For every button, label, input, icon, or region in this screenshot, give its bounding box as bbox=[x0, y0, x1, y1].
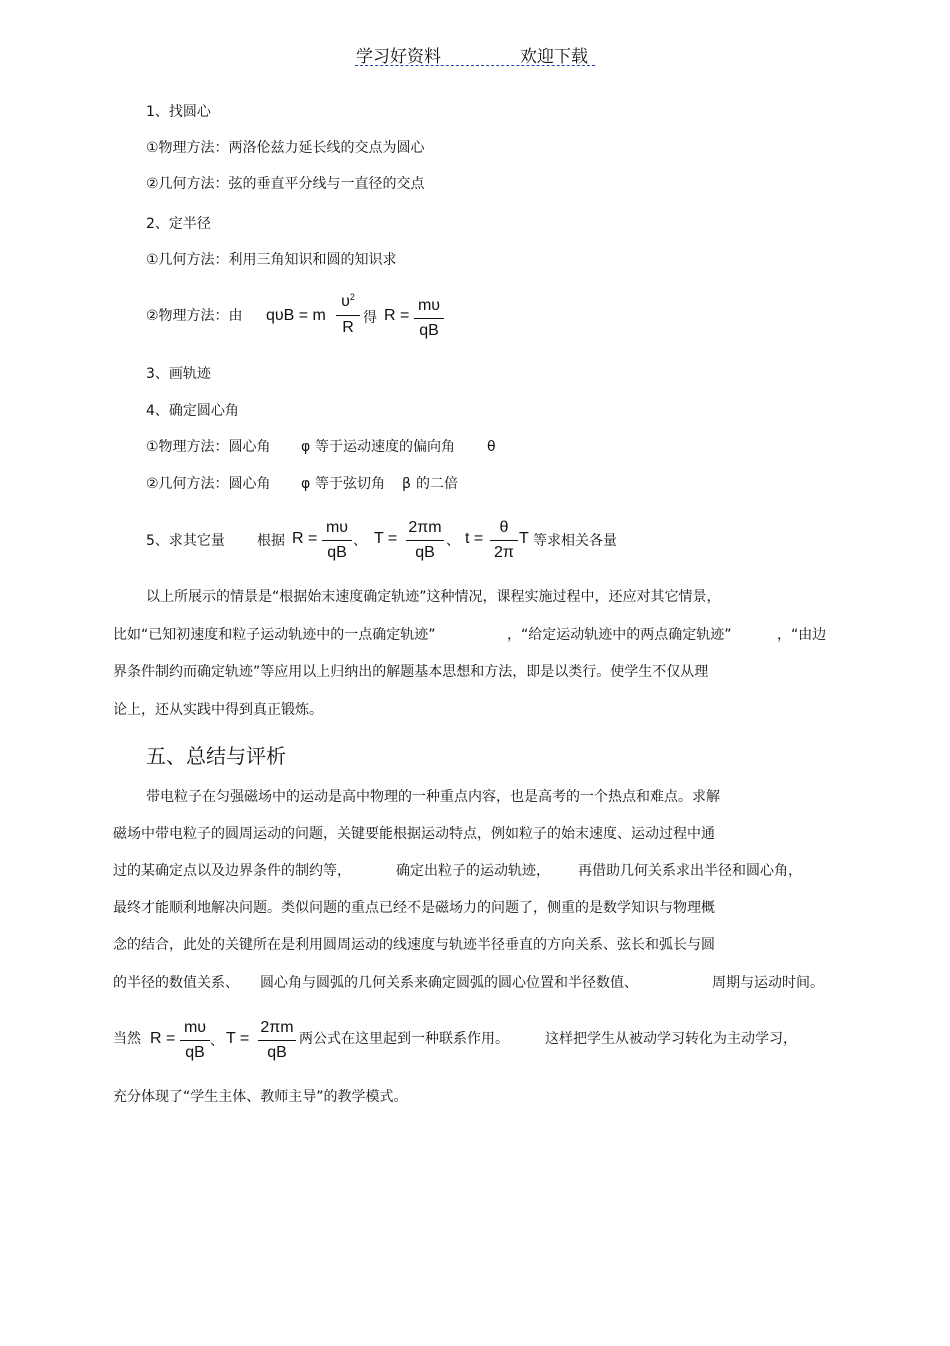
para2-r-den: qB bbox=[185, 1044, 205, 1061]
para2-r-num: mυ bbox=[183, 1019, 207, 1036]
s2-fraction-1 bbox=[336, 292, 360, 338]
para2-r-lhs: R = bbox=[150, 1030, 176, 1047]
s5-r-num: mυ bbox=[325, 519, 349, 536]
s5-sep-2: 、 bbox=[446, 533, 460, 549]
s2-title: 2、定半径 bbox=[146, 216, 211, 232]
s2-f1-sup: 2 bbox=[349, 292, 355, 302]
s4-item-b-2: 等于弦切角 bbox=[315, 476, 385, 492]
s2-fraction-2 bbox=[414, 296, 444, 341]
para2-line-7-start: 当然 bbox=[113, 1031, 141, 1047]
s2-f2-num: mυ bbox=[417, 297, 441, 314]
para2-line-6b: 圆心角与圆弧的几何关系来确定圆弧的圆心位置和半径数值、 bbox=[260, 975, 638, 991]
s2-item-b-prefix: ②物理方法：由 bbox=[146, 308, 243, 324]
para2-sep: 、 bbox=[210, 1033, 224, 1049]
para2-line-3a: 过的某确定点以及边界条件的制约等， bbox=[113, 863, 351, 879]
para2-line-7-end: 这样把学生从被动学习转化为主动学习， bbox=[545, 1031, 797, 1047]
header-divider bbox=[355, 65, 595, 66]
s5-tt-lhs: t = bbox=[465, 530, 484, 547]
s5-tt-den: 2π bbox=[494, 544, 514, 561]
section-5-title: 五、总结与评析 bbox=[146, 744, 286, 768]
s5-t-fraction bbox=[406, 518, 444, 563]
s4-item-a-1: ①物理方法：圆心角 bbox=[146, 439, 271, 455]
header-left: 学习好资料 bbox=[356, 47, 441, 67]
s4-beta: β bbox=[402, 476, 411, 492]
s2-f2-den: qB bbox=[419, 322, 439, 339]
s5-sep-1: 、 bbox=[353, 533, 367, 549]
s5-tt-fraction bbox=[490, 518, 518, 563]
header-right: 欢迎下载 bbox=[520, 47, 588, 67]
s5-tail: 等求相关各量 bbox=[533, 533, 617, 549]
s5-tt-num: θ bbox=[499, 519, 509, 536]
s4-phi-a: φ bbox=[301, 439, 311, 455]
s5-r-lhs: R = bbox=[292, 530, 318, 547]
para1-line-2a: 比如“已知初速度和粒子运动轨迹中的一点确定轨迹” bbox=[113, 627, 436, 643]
s2-f1-den: R bbox=[342, 319, 354, 336]
s5-basis: 根据 bbox=[257, 533, 285, 549]
s4-item-b-1: ②几何方法：圆心角 bbox=[146, 476, 271, 492]
para2-line-6c: 周期与运动时间。 bbox=[712, 975, 824, 991]
s5-t-den: qB bbox=[415, 544, 435, 561]
para2-t-num: 2πm bbox=[260, 1019, 294, 1036]
para2-t-den: qB bbox=[267, 1044, 287, 1061]
s4-item-b-3: 的二倍 bbox=[416, 476, 458, 492]
s5-r-fraction bbox=[322, 518, 352, 563]
s5-t-num: 2πm bbox=[408, 519, 442, 536]
s2-de: 得 bbox=[363, 310, 377, 326]
s2-f1-num: υ bbox=[341, 293, 350, 310]
para2-line-4: 最终才能顺利地解决问题。类似问题的重点已经不是磁场力的问题了，侧重的是数学知识与物理概 bbox=[113, 900, 715, 916]
s4-item-a-2: 等于运动速度的偏向角 bbox=[315, 439, 455, 455]
s5-t-lhs: T = bbox=[374, 530, 398, 547]
s2-eq2-lhs: R = bbox=[384, 307, 410, 324]
para2-line-3b: 确定出粒子的运动轨迹， bbox=[396, 863, 550, 879]
para2-line-6a: 的半径的数值关系、 bbox=[113, 975, 239, 991]
para2-r-fraction bbox=[180, 1018, 210, 1063]
s4-theta: θ bbox=[487, 439, 496, 455]
para2-line-5: 念的结合，此处的关键所在是利用圆周运动的线速度与轨迹半径垂直的方向关系、弦长和弧长与圆 bbox=[113, 937, 715, 953]
s1-item-a: ①物理方法：两洛伦兹力延长线的交点为圆心 bbox=[146, 140, 425, 156]
para2-line-7-mid: 两公式在这里起到一种联系作用。 bbox=[299, 1031, 509, 1047]
para2-t-lhs: T = bbox=[226, 1030, 250, 1047]
para2-line-3c: 再借助几何关系求出半径和圆心角， bbox=[578, 863, 802, 879]
s4-title: 4、确定圆心角 bbox=[146, 403, 239, 419]
s1-title: 1、找圆心 bbox=[146, 104, 211, 120]
para2-line-2: 磁场中带电粒子的圆周运动的问题，关键要能根据运动特点，例如粒子的始末速度、运动过程中通 bbox=[113, 826, 715, 842]
s1-item-b: ②几何方法：弦的垂直平分线与一直径的交点 bbox=[146, 176, 425, 192]
s5-tt-after: T bbox=[519, 530, 529, 547]
para2-t-fraction bbox=[258, 1018, 296, 1063]
s2-item-a: ①几何方法：利用三角知识和圆的知识求 bbox=[146, 252, 397, 268]
para1-line-1: 以上所展示的情景是“根据始末速度确定轨迹”这种情况，课程实施过程中，还应对其它情景， bbox=[146, 589, 721, 605]
s3-title: 3、画轨迹 bbox=[146, 366, 211, 382]
para2-line-8: 充分体现了“学生主体、教师主导”的教学模式。 bbox=[113, 1089, 408, 1105]
para2-line-1: 带电粒子在匀强磁场中的运动是高中物理的一种重点内容，也是高考的一个热点和难点。求解 bbox=[146, 789, 720, 805]
s2-eq-lhs: qυB = m bbox=[266, 307, 326, 324]
para1-line-2b: ，“给定运动轨迹中的两点确定轨迹” bbox=[507, 627, 732, 643]
para1-line-2c: ，“由边 bbox=[777, 627, 827, 643]
s5-title: 5、求其它量 bbox=[146, 533, 225, 549]
para1-line-3: 界条件制约而确定轨迹”等应用以上归纳出的解题基本思想和方法，即是以类行。使学生不仅从理 bbox=[113, 664, 709, 680]
para1-line-4: 论上，还从实践中得到真正锻炼。 bbox=[113, 702, 323, 718]
s5-r-den: qB bbox=[327, 544, 347, 561]
s4-phi-b: φ bbox=[301, 476, 311, 492]
